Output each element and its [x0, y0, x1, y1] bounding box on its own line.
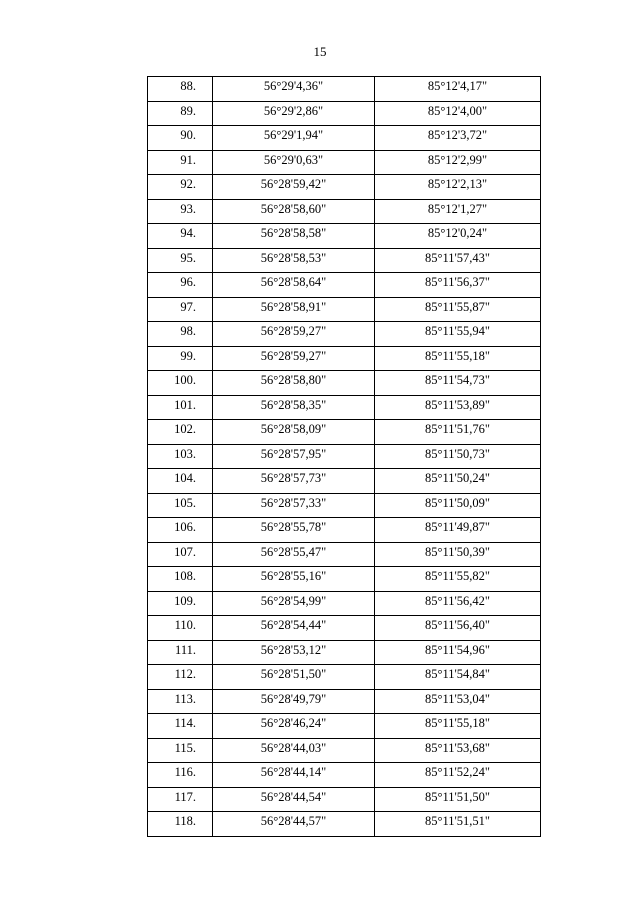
longitude-cell: 85°11'51,76": [375, 420, 541, 445]
longitude-cell: 85°12'0,24": [375, 224, 541, 249]
latitude-cell: 56°28'58,35": [213, 395, 375, 420]
table-row: [148, 763, 541, 788]
table-row: [148, 126, 541, 151]
longitude-cell: 85°11'55,87": [375, 297, 541, 322]
longitude-cell: 85°11'50,24": [375, 469, 541, 494]
latitude-cell: 56°28'55,78": [213, 518, 375, 543]
point-number-cell: 102.: [148, 420, 213, 445]
latitude-cell: 56°28'58,09": [213, 420, 375, 445]
table-row: [148, 150, 541, 175]
point-number-cell: 114.: [148, 714, 213, 739]
point-number-cell: 101.: [148, 395, 213, 420]
latitude-cell: 56°28'44,54": [213, 787, 375, 812]
point-number-cell: 107.: [148, 542, 213, 567]
latitude-cell: 56°28'57,73": [213, 469, 375, 494]
point-number-cell: 117.: [148, 787, 213, 812]
table-row: [148, 297, 541, 322]
latitude-cell: 56°28'54,44": [213, 616, 375, 641]
table-row: [148, 371, 541, 396]
table-row: [148, 469, 541, 494]
table-row: [148, 493, 541, 518]
latitude-cell: 56°28'58,64": [213, 273, 375, 298]
point-number-cell: 99.: [148, 346, 213, 371]
table-row: [148, 444, 541, 469]
latitude-cell: 56°28'58,80": [213, 371, 375, 396]
longitude-cell: 85°11'51,51": [375, 812, 541, 837]
table-row: [148, 787, 541, 812]
point-number-cell: 118.: [148, 812, 213, 837]
point-number-cell: 110.: [148, 616, 213, 641]
table-row: [148, 518, 541, 543]
latitude-cell: 56°28'46,24": [213, 714, 375, 739]
longitude-cell: 85°11'55,94": [375, 322, 541, 347]
point-number-cell: 116.: [148, 763, 213, 788]
latitude-cell: 56°28'55,47": [213, 542, 375, 567]
point-number-cell: 105.: [148, 493, 213, 518]
point-number-cell: 91.: [148, 150, 213, 175]
latitude-cell: 56°28'55,16": [213, 567, 375, 592]
longitude-cell: 85°12'2,99": [375, 150, 541, 175]
longitude-cell: 85°11'51,50": [375, 787, 541, 812]
point-number-cell: 94.: [148, 224, 213, 249]
latitude-cell: 56°28'54,99": [213, 591, 375, 616]
point-number-cell: 113.: [148, 689, 213, 714]
table-row: [148, 175, 541, 200]
longitude-cell: 85°11'56,37": [375, 273, 541, 298]
table-row: [148, 542, 541, 567]
longitude-cell: 85°11'55,18": [375, 346, 541, 371]
point-number-cell: 109.: [148, 591, 213, 616]
longitude-cell: 85°11'55,18": [375, 714, 541, 739]
longitude-cell: 85°11'50,39": [375, 542, 541, 567]
longitude-cell: 85°12'3,72": [375, 126, 541, 151]
longitude-cell: 85°11'54,73": [375, 371, 541, 396]
table-row: [148, 420, 541, 445]
longitude-cell: 85°11'56,40": [375, 616, 541, 641]
longitude-cell: 85°11'55,82": [375, 567, 541, 592]
latitude-cell: 56°28'57,33": [213, 493, 375, 518]
table-row: [148, 812, 541, 837]
table-row: [148, 248, 541, 273]
table-row: [148, 714, 541, 739]
point-number-cell: 93.: [148, 199, 213, 224]
latitude-cell: 56°28'58,91": [213, 297, 375, 322]
latitude-cell: 56°28'57,95": [213, 444, 375, 469]
table-row: [148, 101, 541, 126]
latitude-cell: 56°28'53,12": [213, 640, 375, 665]
point-number-cell: 88.: [148, 77, 213, 102]
point-number-cell: 115.: [148, 738, 213, 763]
latitude-cell: 56°28'44,57": [213, 812, 375, 837]
longitude-cell: 85°11'56,42": [375, 591, 541, 616]
table-row: [148, 395, 541, 420]
point-number-cell: 106.: [148, 518, 213, 543]
latitude-cell: 56°28'58,53": [213, 248, 375, 273]
latitude-cell: 56°28'51,50": [213, 665, 375, 690]
point-number-cell: 111.: [148, 640, 213, 665]
longitude-cell: 85°11'54,84": [375, 665, 541, 690]
point-number-cell: 97.: [148, 297, 213, 322]
table-row: [148, 591, 541, 616]
point-number-cell: 89.: [148, 101, 213, 126]
table-row: [148, 689, 541, 714]
point-number-cell: 108.: [148, 567, 213, 592]
table-row: [148, 567, 541, 592]
table-row: [148, 665, 541, 690]
longitude-cell: 85°11'49,87": [375, 518, 541, 543]
longitude-cell: 85°11'50,73": [375, 444, 541, 469]
table-row: [148, 77, 541, 102]
table-row: [148, 273, 541, 298]
latitude-cell: 56°29'4,36": [213, 77, 375, 102]
longitude-cell: 85°11'53,68": [375, 738, 541, 763]
point-number-cell: 90.: [148, 126, 213, 151]
longitude-cell: 85°11'53,04": [375, 689, 541, 714]
latitude-cell: 56°29'2,86": [213, 101, 375, 126]
table-row: [148, 322, 541, 347]
table-row: [148, 224, 541, 249]
latitude-cell: 56°28'59,27": [213, 346, 375, 371]
coordinates-table: [147, 76, 541, 837]
longitude-cell: 85°11'57,43": [375, 248, 541, 273]
point-number-cell: 98.: [148, 322, 213, 347]
longitude-cell: 85°11'50,09": [375, 493, 541, 518]
point-number-cell: 103.: [148, 444, 213, 469]
table-row: [148, 199, 541, 224]
latitude-cell: 56°28'58,60": [213, 199, 375, 224]
table-row: [148, 616, 541, 641]
longitude-cell: 85°11'53,89": [375, 395, 541, 420]
longitude-cell: 85°12'4,17": [375, 77, 541, 102]
point-number-cell: 104.: [148, 469, 213, 494]
longitude-cell: 85°12'2,13": [375, 175, 541, 200]
coordinates-table-body: [148, 77, 541, 837]
latitude-cell: 56°28'59,27": [213, 322, 375, 347]
table-row: [148, 346, 541, 371]
point-number-cell: 100.: [148, 371, 213, 396]
latitude-cell: 56°28'49,79": [213, 689, 375, 714]
latitude-cell: 56°28'44,03": [213, 738, 375, 763]
longitude-cell: 85°12'4,00": [375, 101, 541, 126]
page-number: 15: [313, 44, 327, 59]
point-number-cell: 112.: [148, 665, 213, 690]
point-number-cell: 96.: [148, 273, 213, 298]
latitude-cell: 56°29'0,63": [213, 150, 375, 175]
latitude-cell: 56°28'44,14": [213, 763, 375, 788]
longitude-cell: 85°11'52,24": [375, 763, 541, 788]
latitude-cell: 56°28'58,58": [213, 224, 375, 249]
latitude-cell: 56°29'1,94": [213, 126, 375, 151]
table-row: [148, 640, 541, 665]
point-number-cell: 95.: [148, 248, 213, 273]
table-row: [148, 738, 541, 763]
longitude-cell: 85°12'1,27": [375, 199, 541, 224]
latitude-cell: 56°28'59,42": [213, 175, 375, 200]
longitude-cell: 85°11'54,96": [375, 640, 541, 665]
point-number-cell: 92.: [148, 175, 213, 200]
